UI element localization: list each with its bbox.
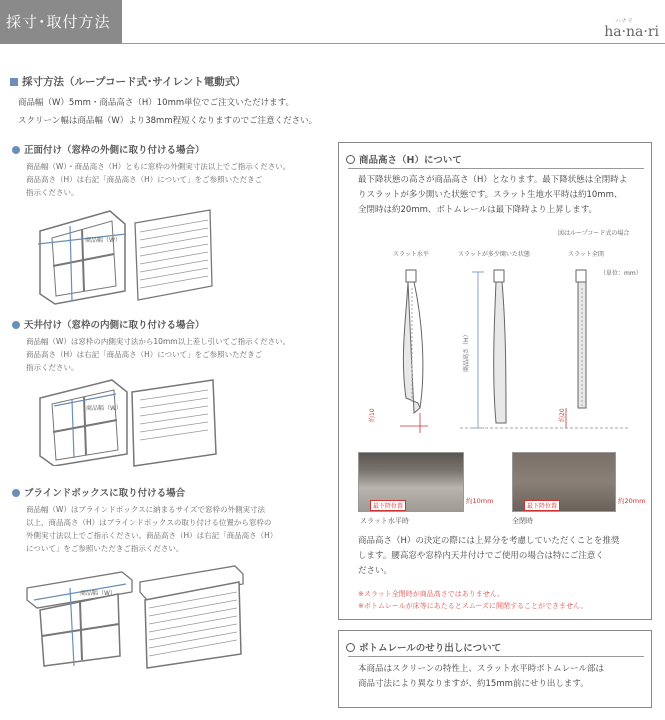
section-blind-box-title: ブラインドボックスに取り付ける場合 [12, 485, 185, 499]
photo1-bottom-tag: 最下降位置 [370, 500, 406, 511]
blind-box-window-diagram [22, 570, 137, 670]
front-mount-window-diagram [30, 206, 130, 306]
diagram-width-label: 商品幅（W） [85, 237, 121, 244]
diagram-width-label: 商品幅（W） [86, 405, 122, 412]
photo1-caption: スラット水平時 [360, 517, 409, 525]
section-ceiling-mount-title: 天井付け（窓枠の内側に取り付ける場合） [12, 317, 205, 331]
photo1-dim: 約10mm [466, 497, 494, 505]
height-box-title: 商品高さ（H）について [346, 152, 462, 166]
section-blind-box-text: 商品幅（W）はブラインドボックスに納まるサイズで窓枠の外側実寸法 以上、商品高さ（H）はブラインドボックスの取り付ける位置から窓枠の 外側実寸法以上でご指示ください。商品高さ（H）は右記「商品高さ（H） について」をご参照いただきご指示ください。 [26, 505, 278, 553]
height-dim-label: 商品高さ（H） [463, 331, 470, 372]
divider [348, 168, 644, 169]
divider [348, 656, 644, 657]
circle-bullet-icon [12, 321, 20, 329]
brand-kana: ハナリ [614, 18, 633, 25]
figure-caption: 図はループコード式の場合 [558, 230, 630, 237]
photo2-caption: 全閉時 [512, 517, 533, 525]
photo2-bottom-tag: 最下降位置 [524, 500, 560, 511]
note-bottom-rail: ※ボトムレールが床等にあたるとスムーズに開閉することができません。 [358, 602, 588, 610]
bottom-rail-title: ボトムレールのせり出しについて [346, 640, 501, 654]
section-front-mount-title: 正面付け（窓枠の外側に取り付ける場合） [12, 142, 205, 156]
intro-line-1: 商品幅（W）5mm・商品高さ（H）10mm単位でご注文いただけます。 [18, 98, 294, 108]
section-front-mount-text: 商品幅（W）・商品高さ（H）ともに窓枠の外側実寸法以上でご指示ください。商品高さ（H）は右記「商品高さ（H）について」をご参照いただきご 指示ください。 [26, 162, 291, 197]
dim-10-label: 約10 [369, 408, 376, 422]
fig-label-horizontal: スラット水平 [393, 251, 429, 258]
circle-marker-icon [346, 643, 355, 652]
height-box-text: 最下降状態の高さが商品高さ（H）となります。最下降状態は全閉時よ りスラットが多少開いた状態です。スラット生地水平時は約10mm、 全閉時は約20mm、ボトムレールは最下降時より上昇します。 [358, 175, 628, 215]
fig-label-slightly-open: スラットが多少開いた状態 [458, 251, 530, 258]
slat-horizontal-profile [400, 270, 428, 433]
page-header-tab: 採寸･取付方法 [0, 0, 122, 44]
circle-marker-icon [346, 155, 355, 164]
slat-profile-diagram [360, 258, 640, 443]
ceiling-mount-window-diagram [32, 376, 132, 466]
diagram-width-label: 商品幅（W） [80, 590, 116, 597]
note-closed: ※スラット全閉時が商品高さではありません。 [358, 590, 505, 598]
front-mount-blind-diagram [130, 208, 220, 303]
bottom-rail-text: 本商品はスクリーンの特性上、スラット水平時ボトムレール部は 商品寸法により異なりますが、約15mm前にせり出します。 [358, 664, 604, 689]
circle-bullet-icon [12, 146, 20, 154]
header-rule [122, 43, 665, 44]
intro-line-2: スクリーン幅は商品幅（W）より38mm程短くなりますのでご注意ください。 [18, 116, 318, 126]
unit-label: （単位：mm） [600, 270, 642, 277]
height-box-text-2: 商品高さ（H）の決定の際には上昇分を考慮していただくことを推奨 します。腰高窓や窓枠内天井付けでご使用の場合は特にご注意く ださい。 [358, 536, 620, 576]
square-bullet-icon [10, 78, 18, 86]
intro-title: 採寸方法（ループコード式･サイレント電動式） [10, 74, 246, 89]
slat-slightly-open-profile [460, 270, 630, 428]
photo2-dim: 約20mm [618, 497, 646, 505]
ceiling-mount-blind-diagram [128, 378, 223, 468]
circle-bullet-icon [12, 489, 20, 497]
blind-box-blind-diagram [135, 562, 250, 672]
fig-label-closed: スラット全閉 [568, 251, 604, 258]
section-ceiling-mount-text: 商品幅（W）は窓枠の内側実寸法から10mm以上差し引いてご指示ください。商品高さ（H）は右記「商品高さ（H）について」をご参照いただきご 指示ください。 [26, 337, 291, 372]
slat-closed-profile [566, 270, 586, 428]
brand-logo: ha·na·ri [604, 24, 659, 40]
dim-20-label: 約20 [559, 408, 566, 422]
